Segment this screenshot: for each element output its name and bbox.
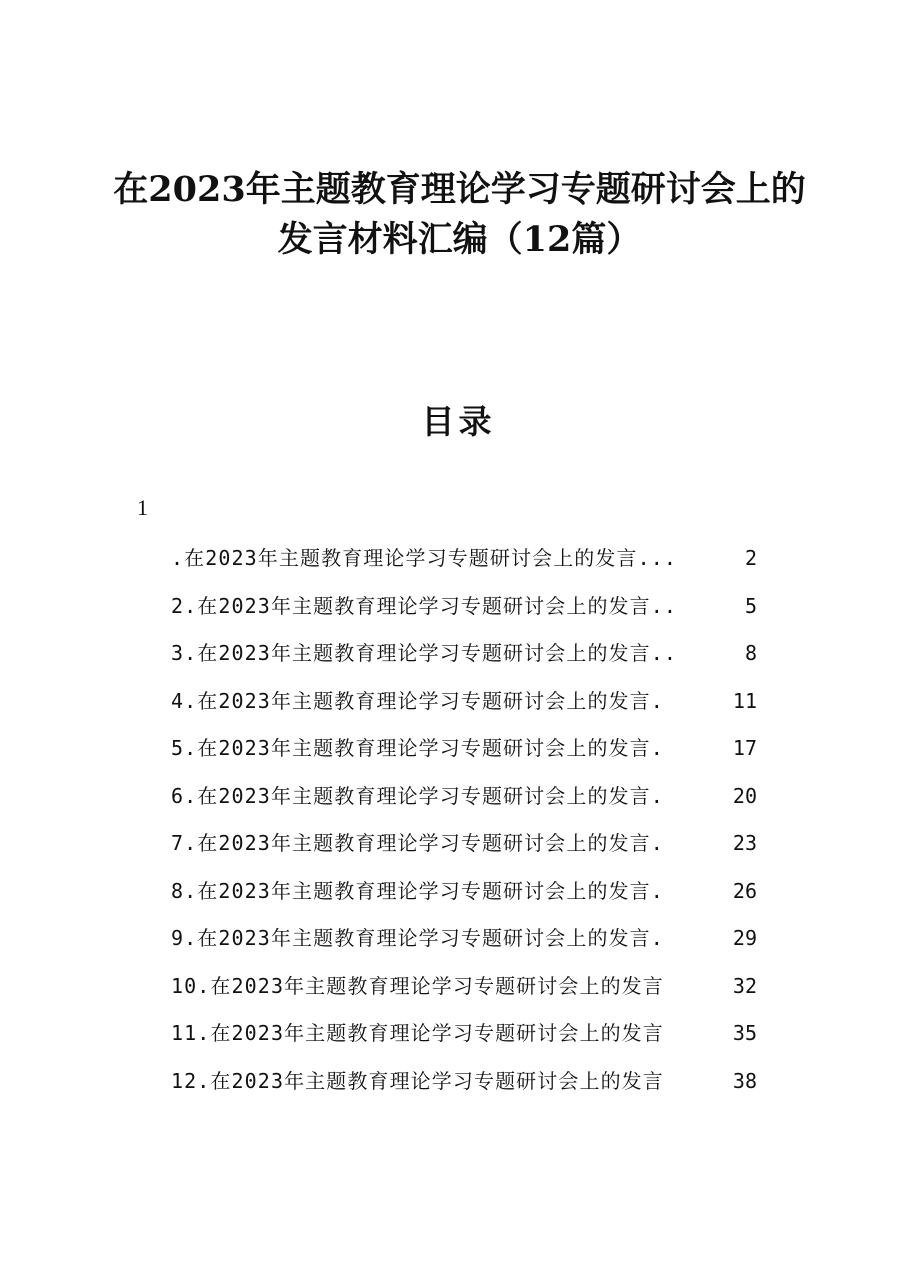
toc-entry-page: 20 (732, 783, 757, 808)
toc-entry-page: 38 (732, 1068, 757, 1093)
toc-entry-page: 17 (732, 736, 757, 760)
toc-entry[interactable] (171, 687, 757, 735)
toc-entry[interactable] (171, 924, 757, 972)
toc-entry-text: 7.在2023年主题教育理论学习专题研讨会上的发言. (171, 831, 664, 855)
toc-entry[interactable] (171, 639, 757, 687)
toc-entry-page: 35 (732, 1021, 757, 1045)
toc-entry-page: 5 (744, 593, 757, 618)
toc-entry-text: 8.在2023年主题教育理论学习专题研讨会上的发言. (171, 878, 664, 903)
toc-entry[interactable] (171, 829, 757, 877)
toc-entry-text: 12.在2023年主题教育理论学习专题研讨会上的发言 (171, 1068, 664, 1093)
toc-entry-page: 23 (732, 831, 757, 855)
document-title-line-1: 在2023年主题教育理论学习专题研讨会上的 (113, 169, 806, 210)
toc-entry-page: 11 (732, 688, 757, 713)
toc-stray-number: 1 (137, 495, 148, 520)
toc-entry[interactable] (171, 592, 757, 640)
toc-entry[interactable] (171, 1019, 757, 1067)
toc-entry[interactable] (171, 877, 757, 925)
toc-list (171, 544, 757, 1114)
toc-entry-page: 29 (732, 926, 757, 950)
toc-entry-text: 3.在2023年主题教育理论学习专题研讨会上的发言.. (171, 641, 678, 665)
toc-entry[interactable] (171, 544, 757, 592)
toc-entry-text: 2.在2023年主题教育理论学习专题研讨会上的发言.. (171, 593, 678, 618)
toc-heading: 目录 (421, 402, 496, 441)
document-title-line-2: 发言材料汇编（12篇） (277, 219, 642, 260)
toc-entry-text: .在2023年主题教育理论学习专题研讨会上的发言... (171, 546, 678, 570)
toc-entry-text: 6.在2023年主题教育理论学习专题研讨会上的发言. (171, 783, 664, 808)
toc-entry-page: 8 (744, 641, 757, 665)
toc-entry[interactable] (171, 734, 757, 782)
toc-entry-page: 26 (732, 878, 757, 903)
toc-entry-text: 10.在2023年主题教育理论学习专题研讨会上的发言 (171, 973, 664, 998)
toc-entry-text: 5.在2023年主题教育理论学习专题研讨会上的发言. (171, 736, 664, 760)
toc-entry[interactable] (171, 1067, 757, 1115)
toc-entry-text: 9.在2023年主题教育理论学习专题研讨会上的发言. (171, 926, 664, 950)
toc-entry-page: 2 (744, 546, 757, 570)
toc-entry[interactable] (171, 782, 757, 830)
toc-entry-text: 4.在2023年主题教育理论学习专题研讨会上的发言. (171, 688, 664, 713)
toc-entry-text: 11.在2023年主题教育理论学习专题研讨会上的发言 (171, 1021, 664, 1045)
toc-entry-page: 32 (732, 973, 757, 998)
toc-entry[interactable] (171, 972, 757, 1020)
